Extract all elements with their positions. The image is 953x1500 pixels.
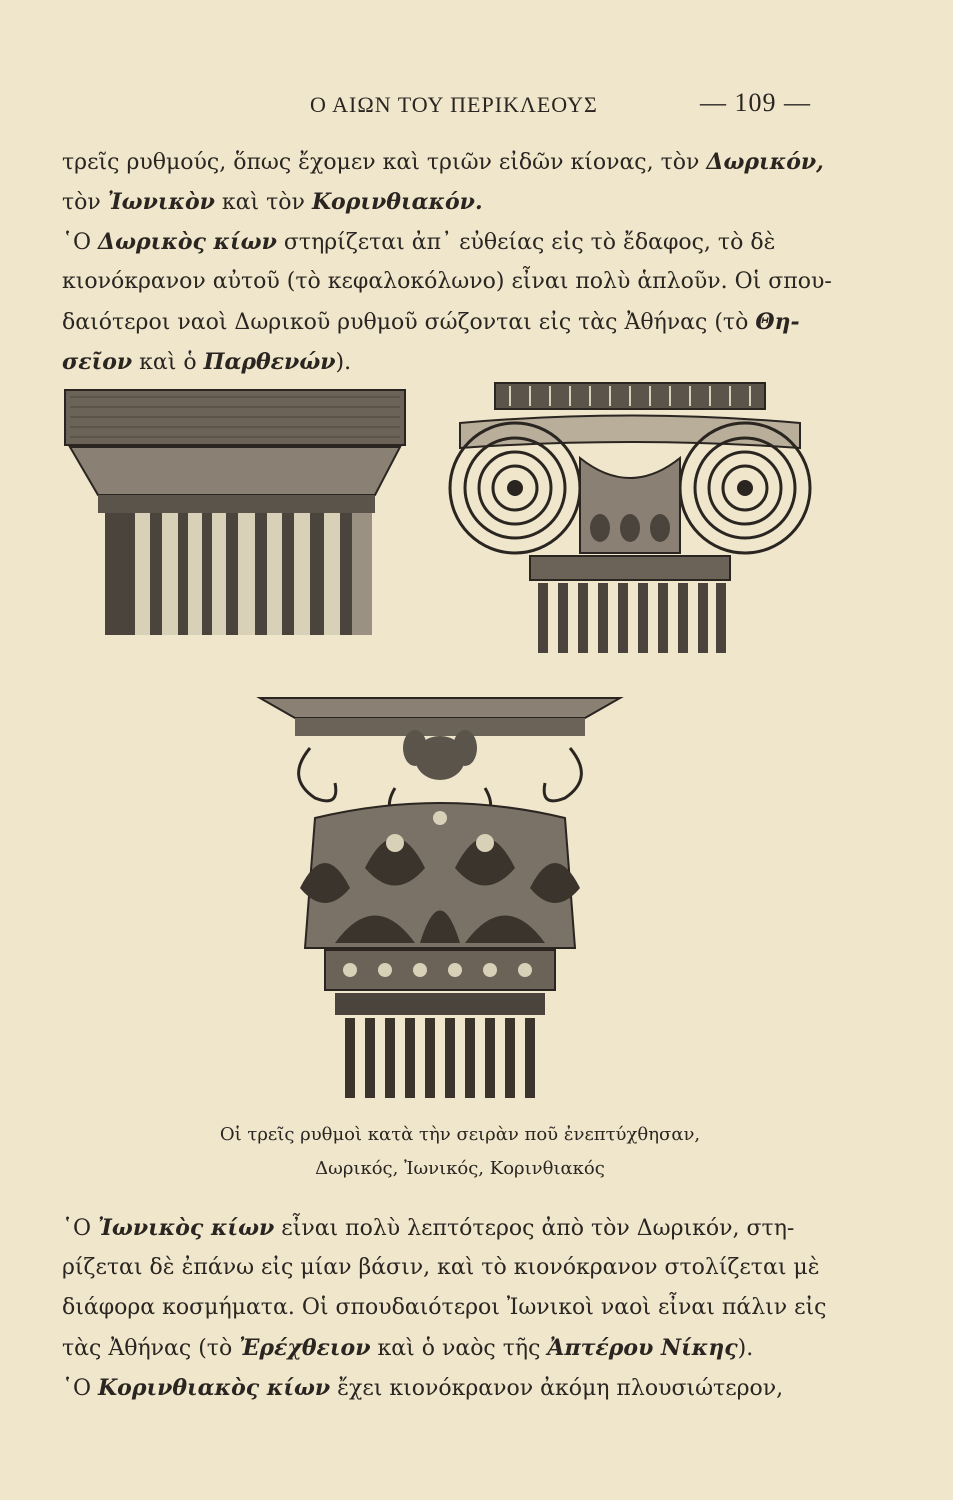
text-line: κιονόκρανον αὐτοῦ (τὸ κεφαλοκόλωνο) εἶναι πολὺ ἁπλοῦν. Οἱ σπου- bbox=[62, 269, 832, 294]
text-line: ῾Ο Δωρικὸς κίων στηρίζεται ἀπ᾽ εὐθείας εἰς τὸ ἔδαφος, τὸ δὲ bbox=[62, 229, 776, 255]
text-line: δαιότεροι ναοὶ Δωρικοῦ ρυθμοῦ σώζονται εἰς τὰς Ἀθήνας (τὸ Θη- bbox=[62, 309, 800, 335]
text-line: ῾Ο Κορινθιακὸς κίων ἔχει κιονόκρανον ἀκόμη πλουσιώτερον, bbox=[62, 1375, 784, 1401]
corinthian-capital bbox=[255, 688, 625, 1108]
doric-capital-illustration bbox=[60, 385, 410, 645]
corinthian-capital-illustration bbox=[255, 688, 625, 1108]
ionic-capital bbox=[440, 378, 820, 658]
text-line: διάφορα κοσμήματα. Οἱ σπουδαιότεροι Ἰωνικοὶ ναοὶ εἶναι πάλιν εἰς bbox=[62, 1295, 827, 1320]
intro-paragraph bbox=[62, 142, 852, 382]
caption-line-2: Δωρικός, Ἰωνικός, Κορινθιακός bbox=[315, 1158, 605, 1179]
text-line: σεῖον καὶ ὁ Παρθενών). bbox=[62, 349, 352, 375]
text-line: ῾Ο Ἰωνικὸς κίων εἶναι πολὺ λεπτότερος ἀπὸ τὸν Δωρικόν, στη- bbox=[62, 1215, 795, 1241]
text-line: ρίζεται δὲ ἐπάνω εἰς μίαν βάσιν, καὶ τὸ κιονόκρανον στολίζεται μὲ bbox=[62, 1255, 820, 1280]
text-line: τὸν Ἰωνικὸν καὶ τὸν Κορινθιακόν. bbox=[62, 189, 483, 215]
figure-caption bbox=[170, 1118, 750, 1186]
text-line: τὰς Ἀθήνας (τὸ Ἐρέχθειον καὶ ὁ ναὸς τῆς Ἀπτέρου Νίκης). bbox=[62, 1335, 754, 1361]
body-paragraph bbox=[62, 1208, 852, 1408]
ionic-capital-illustration bbox=[440, 378, 820, 658]
caption-line-1: Οἱ τρεῖς ρυθμοὶ κατὰ τὴν σειρὰν ποῦ ἐνεπτύχθησαν, bbox=[219, 1124, 701, 1145]
running-title: Ο ΑΙΩΝ ΤΟΥ ΠΕΡΙΚΛΕΟΥΣ bbox=[310, 92, 598, 117]
text-line: τρεῖς ρυθμούς, ὅπως ἔχομεν καὶ τριῶν εἰδῶν κίονας, τὸν Δωρικόν, bbox=[62, 149, 824, 175]
page-header bbox=[0, 88, 953, 122]
doric-capital bbox=[60, 385, 410, 645]
page-number: — 109 — bbox=[700, 88, 811, 117]
